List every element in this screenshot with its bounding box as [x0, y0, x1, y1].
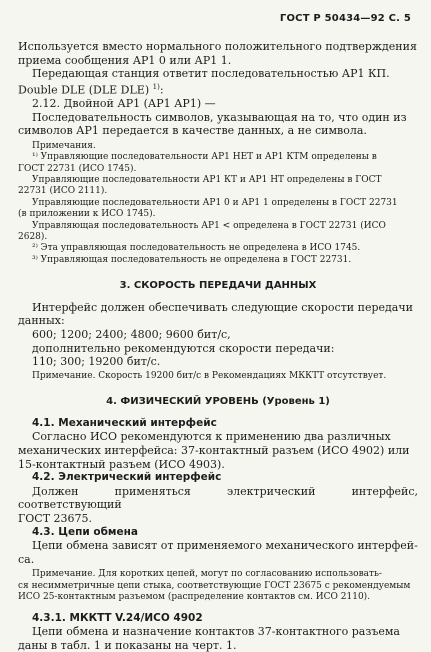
paragraph-line: механических интерфейса: 37-контактный разъем (ИСО 4902) или: [18, 444, 410, 458]
paragraph-line: са.: [18, 552, 35, 566]
paragraph-line: данных:: [18, 314, 65, 328]
page-header: ГОСТ Р 50434—92 С. 5: [279, 13, 411, 24]
note-line: ²⁾ Эта управляющая последовательность не определена в ИСО 1745.: [32, 243, 361, 254]
paragraph-line: ГОСТ 23675.: [18, 512, 93, 525]
note-line: 2628).: [18, 232, 48, 243]
colon: :: [159, 83, 164, 97]
note-line: 22731 (ИСО 2111).: [18, 186, 108, 197]
paragraph-line: Интерфейс должен обеспечивать следующие скорости передачи: [32, 300, 413, 314]
clause-2-12: 2.12. Двойной АР1 (АР1 АР1) —: [32, 97, 216, 111]
page-content: [18, 40, 418, 652]
paragraph-line: Последовательность символов, указывающая на то, что один из: [32, 110, 407, 124]
note-line: Управляющая последовательность АР1 < определена в ГОСТ 22731 (ИСО: [32, 220, 386, 231]
section-3-heading: 3. СКОРОСТЬ ПЕРЕДАЧИ ДАННЫХ: [119, 280, 317, 292]
paragraph-line: Передающая станция ответит последовательностью АР1 КП.: [32, 67, 390, 81]
paragraph-line: 110; 300; 19200 бит/с.: [32, 355, 161, 369]
section-3-note: Примечание. Скорость 19200 бит/с в Рекомендациях МККТТ отсутствует.: [32, 370, 387, 381]
note-line: ИСО 25-контактным разъемом (распределение контактов см. ИСО 2110).: [18, 592, 371, 603]
note-line: Управляющие последовательности АР1 КТ и АР1 НТ определены в ГОСТ: [32, 175, 382, 186]
paragraph-line: символов АР1 передается в качестве данных, а не символа.: [18, 124, 367, 138]
subsection-4-1-heading: 4.1. Механический интерфейс: [32, 416, 217, 429]
note-line: (в приложении к ИСО 1745).: [18, 209, 156, 220]
note-line: Управляющие последовательности АР1 0 и АР1 1 определены в ГОСТ 22731: [32, 197, 398, 208]
note-line: ¹⁾ Управляющие последовательности АР1 НЕТ и АР1 КТМ определены в: [32, 152, 377, 163]
subsection-4-3-heading: 4.3. Цепи обмена: [32, 525, 138, 538]
paragraph-line: 600; 1200; 2400; 4800; 9600 бит/с,: [32, 328, 231, 342]
paragraph-line: Цепи обмена и назначение контактов 37-контактного разъема: [32, 625, 400, 639]
paragraph-line: приема сообщения АР1 0 или АР1 1.: [18, 53, 232, 67]
paragraph-line: даны в табл. 1 и показаны на черт. 1.: [18, 638, 237, 652]
paragraph-line: [18, 81, 418, 97]
section-4-3-note: Примечание. Для коротких цепей, могут по согласованию использовать-: [32, 569, 382, 580]
paragraph-line: 15-контактный разъем (ИСО 4903).: [18, 457, 225, 471]
note-line: ся несимметричные цепи стыка, соответствующие ГОСТ 23675 с рекомендуемым: [18, 580, 411, 591]
notes-title: Примечания.: [32, 140, 96, 151]
paragraph-line: Должен применяться электрический интерфейс, соответствующий: [18, 484, 418, 512]
subsection-4-3-1-heading: 4.3.1. МККТТ V.24/ИСО 4902: [32, 611, 203, 624]
paragraph-line: Используется вместо нормального положительного подтверждения: [18, 40, 417, 53]
double-dle-text: Double DLE (DLE DLE): [18, 83, 150, 97]
note-line: ГОСТ 22731 (ИСО 1745).: [18, 163, 137, 174]
section-4-heading: 4. ФИЗИЧЕСКИЙ УРОВЕНЬ (Уровень 1): [106, 396, 330, 408]
footnote-marker: 1): [152, 82, 160, 91]
paragraph-line: дополнительно рекомендуются скорости передачи:: [32, 341, 335, 355]
subsection-4-2-heading: 4.2. Электрический интерфейс: [32, 471, 222, 484]
paragraph-line: Цепи обмена зависят от применяемого механического интерфей-: [32, 539, 418, 553]
note-line: ³⁾ Управляющая последовательность не определена в ГОСТ 22731.: [32, 254, 352, 265]
paragraph-line: Согласно ИСО рекомендуются к применению два различных: [32, 430, 391, 444]
